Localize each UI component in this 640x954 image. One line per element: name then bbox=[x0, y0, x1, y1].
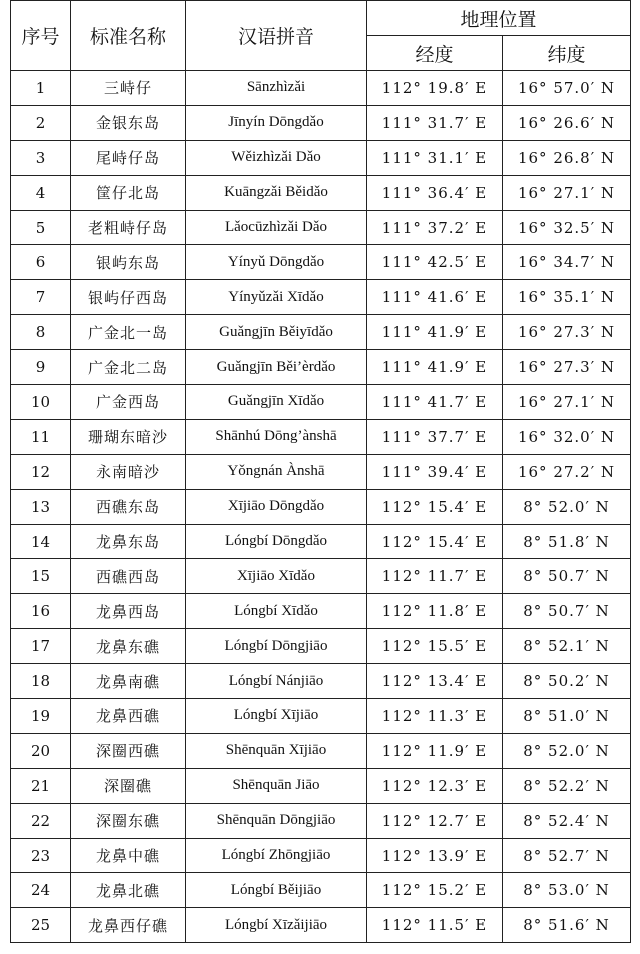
row-name: 三峙仔 bbox=[71, 71, 186, 106]
row-latitude: 8° 52.0′ N bbox=[503, 489, 631, 524]
row-latitude: 16° 27.2′ N bbox=[503, 454, 631, 489]
row-latitude: 8° 50.7′ N bbox=[503, 559, 631, 594]
table-row bbox=[11, 908, 631, 943]
table-row bbox=[11, 175, 631, 210]
row-latitude: 8° 50.2′ N bbox=[503, 664, 631, 699]
row-name: 筐仔北岛 bbox=[71, 175, 186, 210]
row-name: 金银东岛 bbox=[71, 105, 186, 140]
row-longitude: 111° 41.7′ E bbox=[367, 385, 503, 420]
table-body bbox=[11, 71, 631, 943]
row-pinyin: Yǒngnán Ànshā bbox=[186, 454, 367, 489]
table-row bbox=[11, 803, 631, 838]
row-longitude: 112° 13.9′ E bbox=[367, 838, 503, 873]
row-index: 10 bbox=[11, 385, 71, 420]
row-index: 17 bbox=[11, 629, 71, 664]
row-longitude: 111° 31.1′ E bbox=[367, 140, 503, 175]
header-index: 序号 bbox=[11, 1, 71, 71]
row-index: 20 bbox=[11, 733, 71, 768]
row-index: 2 bbox=[11, 105, 71, 140]
row-pinyin: Yínyǔ Dōngdǎo bbox=[186, 245, 367, 280]
row-longitude: 112° 15.4′ E bbox=[367, 489, 503, 524]
row-index: 23 bbox=[11, 838, 71, 873]
row-pinyin: Jīnyín Dōngdǎo bbox=[186, 105, 367, 140]
row-pinyin: Lóngbí Běijiāo bbox=[186, 873, 367, 908]
row-longitude: 111° 37.7′ E bbox=[367, 419, 503, 454]
row-latitude: 16° 27.1′ N bbox=[503, 175, 631, 210]
table-row bbox=[11, 315, 631, 350]
row-longitude: 112° 11.8′ E bbox=[367, 594, 503, 629]
row-name: 西礁西岛 bbox=[71, 559, 186, 594]
row-name: 龙鼻西仔礁 bbox=[71, 908, 186, 943]
table-row bbox=[11, 594, 631, 629]
row-latitude: 16° 27.1′ N bbox=[503, 385, 631, 420]
row-pinyin: Lǎocūzhìzǎi Dǎo bbox=[186, 210, 367, 245]
row-longitude: 111° 31.7′ E bbox=[367, 105, 503, 140]
header-location: 地理位置 bbox=[367, 1, 631, 36]
row-name: 西礁东岛 bbox=[71, 489, 186, 524]
row-latitude: 8° 52.0′ N bbox=[503, 733, 631, 768]
row-index: 4 bbox=[11, 175, 71, 210]
row-name: 老粗峙仔岛 bbox=[71, 210, 186, 245]
row-name: 深圈东礁 bbox=[71, 803, 186, 838]
row-pinyin: Guǎngjīn Běiyīdǎo bbox=[186, 315, 367, 350]
row-index: 12 bbox=[11, 454, 71, 489]
row-name: 龙鼻南礁 bbox=[71, 664, 186, 699]
row-longitude: 112° 11.5′ E bbox=[367, 908, 503, 943]
table-row bbox=[11, 385, 631, 420]
row-pinyin: Lóngbí Dōngdǎo bbox=[186, 524, 367, 559]
row-longitude: 111° 41.6′ E bbox=[367, 280, 503, 315]
row-longitude: 112° 13.4′ E bbox=[367, 664, 503, 699]
table-row bbox=[11, 140, 631, 175]
row-latitude: 16° 57.0′ N bbox=[503, 71, 631, 106]
table-row bbox=[11, 280, 631, 315]
row-latitude: 8° 51.0′ N bbox=[503, 699, 631, 734]
row-latitude: 16° 26.6′ N bbox=[503, 105, 631, 140]
row-name: 珊瑚东暗沙 bbox=[71, 419, 186, 454]
row-name: 龙鼻东礁 bbox=[71, 629, 186, 664]
table-row bbox=[11, 768, 631, 803]
row-pinyin: Lóngbí Xījiāo bbox=[186, 699, 367, 734]
row-longitude: 111° 39.4′ E bbox=[367, 454, 503, 489]
row-index: 19 bbox=[11, 699, 71, 734]
row-latitude: 16° 27.3′ N bbox=[503, 315, 631, 350]
table-row bbox=[11, 419, 631, 454]
row-index: 22 bbox=[11, 803, 71, 838]
table-row bbox=[11, 664, 631, 699]
header-name: 标准名称 bbox=[71, 1, 186, 71]
header-row-top bbox=[11, 1, 631, 36]
row-index: 14 bbox=[11, 524, 71, 559]
row-name: 龙鼻北礁 bbox=[71, 873, 186, 908]
row-longitude: 111° 42.5′ E bbox=[367, 245, 503, 280]
table-row bbox=[11, 454, 631, 489]
table-row bbox=[11, 699, 631, 734]
row-longitude: 112° 19.8′ E bbox=[367, 71, 503, 106]
row-pinyin: Lóngbí Zhōngjiāo bbox=[186, 838, 367, 873]
row-index: 7 bbox=[11, 280, 71, 315]
row-pinyin: Yínyǔzǎi Xīdǎo bbox=[186, 280, 367, 315]
table-row bbox=[11, 559, 631, 594]
row-latitude: 8° 51.8′ N bbox=[503, 524, 631, 559]
row-index: 21 bbox=[11, 768, 71, 803]
row-pinyin: Guǎngjīn Běi’èrdǎo bbox=[186, 350, 367, 385]
table-row bbox=[11, 489, 631, 524]
row-index: 11 bbox=[11, 419, 71, 454]
row-latitude: 16° 27.3′ N bbox=[503, 350, 631, 385]
row-longitude: 112° 12.7′ E bbox=[367, 803, 503, 838]
table-row bbox=[11, 733, 631, 768]
row-latitude: 8° 51.6′ N bbox=[503, 908, 631, 943]
table-row bbox=[11, 210, 631, 245]
header-longitude: 经度 bbox=[367, 36, 503, 71]
row-pinyin: Shēnquān Xījiāo bbox=[186, 733, 367, 768]
table-row bbox=[11, 629, 631, 664]
row-latitude: 16° 35.1′ N bbox=[503, 280, 631, 315]
row-latitude: 16° 26.8′ N bbox=[503, 140, 631, 175]
row-pinyin: Sānzhìzǎi bbox=[186, 71, 367, 106]
table-row bbox=[11, 873, 631, 908]
row-name: 龙鼻西礁 bbox=[71, 699, 186, 734]
row-name: 深圈西礁 bbox=[71, 733, 186, 768]
row-pinyin: Lóngbí Xīzǎijiāo bbox=[186, 908, 367, 943]
row-pinyin: Lóngbí Xīdǎo bbox=[186, 594, 367, 629]
row-longitude: 112° 11.7′ E bbox=[367, 559, 503, 594]
row-pinyin: Shēnquān Jiāo bbox=[186, 768, 367, 803]
row-latitude: 8° 52.7′ N bbox=[503, 838, 631, 873]
row-pinyin: Xījiāo Xīdǎo bbox=[186, 559, 367, 594]
row-index: 3 bbox=[11, 140, 71, 175]
row-index: 24 bbox=[11, 873, 71, 908]
table-header bbox=[11, 1, 631, 71]
row-name: 尾峙仔岛 bbox=[71, 140, 186, 175]
row-name: 深圈礁 bbox=[71, 768, 186, 803]
table-row bbox=[11, 350, 631, 385]
row-pinyin: Wěizhìzǎi Dǎo bbox=[186, 140, 367, 175]
place-names-table bbox=[10, 0, 631, 943]
row-longitude: 111° 36.4′ E bbox=[367, 175, 503, 210]
row-latitude: 16° 34.7′ N bbox=[503, 245, 631, 280]
row-pinyin: Xījiāo Dōngdǎo bbox=[186, 489, 367, 524]
row-name: 龙鼻西岛 bbox=[71, 594, 186, 629]
row-name: 广金北一岛 bbox=[71, 315, 186, 350]
table-row bbox=[11, 71, 631, 106]
row-latitude: 16° 32.0′ N bbox=[503, 419, 631, 454]
row-index: 13 bbox=[11, 489, 71, 524]
row-index: 5 bbox=[11, 210, 71, 245]
row-pinyin: Kuāngzǎi Běidǎo bbox=[186, 175, 367, 210]
row-name: 永南暗沙 bbox=[71, 454, 186, 489]
header-pinyin: 汉语拼音 bbox=[186, 1, 367, 71]
row-name: 银屿仔西岛 bbox=[71, 280, 186, 315]
row-index: 1 bbox=[11, 71, 71, 106]
row-longitude: 112° 15.2′ E bbox=[367, 873, 503, 908]
row-longitude: 112° 15.5′ E bbox=[367, 629, 503, 664]
row-index: 16 bbox=[11, 594, 71, 629]
row-latitude: 16° 32.5′ N bbox=[503, 210, 631, 245]
row-index: 25 bbox=[11, 908, 71, 943]
row-pinyin: Guǎngjīn Xīdǎo bbox=[186, 385, 367, 420]
row-name: 龙鼻中礁 bbox=[71, 838, 186, 873]
row-index: 8 bbox=[11, 315, 71, 350]
row-index: 6 bbox=[11, 245, 71, 280]
row-longitude: 112° 12.3′ E bbox=[367, 768, 503, 803]
row-index: 9 bbox=[11, 350, 71, 385]
table-row bbox=[11, 838, 631, 873]
row-latitude: 8° 52.4′ N bbox=[503, 803, 631, 838]
row-longitude: 112° 11.3′ E bbox=[367, 699, 503, 734]
row-longitude: 111° 41.9′ E bbox=[367, 350, 503, 385]
row-name: 广金北二岛 bbox=[71, 350, 186, 385]
row-longitude: 111° 41.9′ E bbox=[367, 315, 503, 350]
row-index: 18 bbox=[11, 664, 71, 699]
row-latitude: 8° 52.1′ N bbox=[503, 629, 631, 664]
row-longitude: 112° 15.4′ E bbox=[367, 524, 503, 559]
row-name: 广金西岛 bbox=[71, 385, 186, 420]
row-name: 银屿东岛 bbox=[71, 245, 186, 280]
row-name: 龙鼻东岛 bbox=[71, 524, 186, 559]
row-latitude: 8° 53.0′ N bbox=[503, 873, 631, 908]
table-row bbox=[11, 245, 631, 280]
row-latitude: 8° 52.2′ N bbox=[503, 768, 631, 803]
row-pinyin: Lóngbí Nánjiāo bbox=[186, 664, 367, 699]
row-latitude: 8° 50.7′ N bbox=[503, 594, 631, 629]
row-longitude: 112° 11.9′ E bbox=[367, 733, 503, 768]
row-longitude: 111° 37.2′ E bbox=[367, 210, 503, 245]
row-pinyin: Shānhú Dōng’ànshā bbox=[186, 419, 367, 454]
table-row bbox=[11, 105, 631, 140]
header-latitude: 纬度 bbox=[503, 36, 631, 71]
row-pinyin: Shēnquān Dōngjiāo bbox=[186, 803, 367, 838]
table-row bbox=[11, 524, 631, 559]
row-pinyin: Lóngbí Dōngjiāo bbox=[186, 629, 367, 664]
row-index: 15 bbox=[11, 559, 71, 594]
